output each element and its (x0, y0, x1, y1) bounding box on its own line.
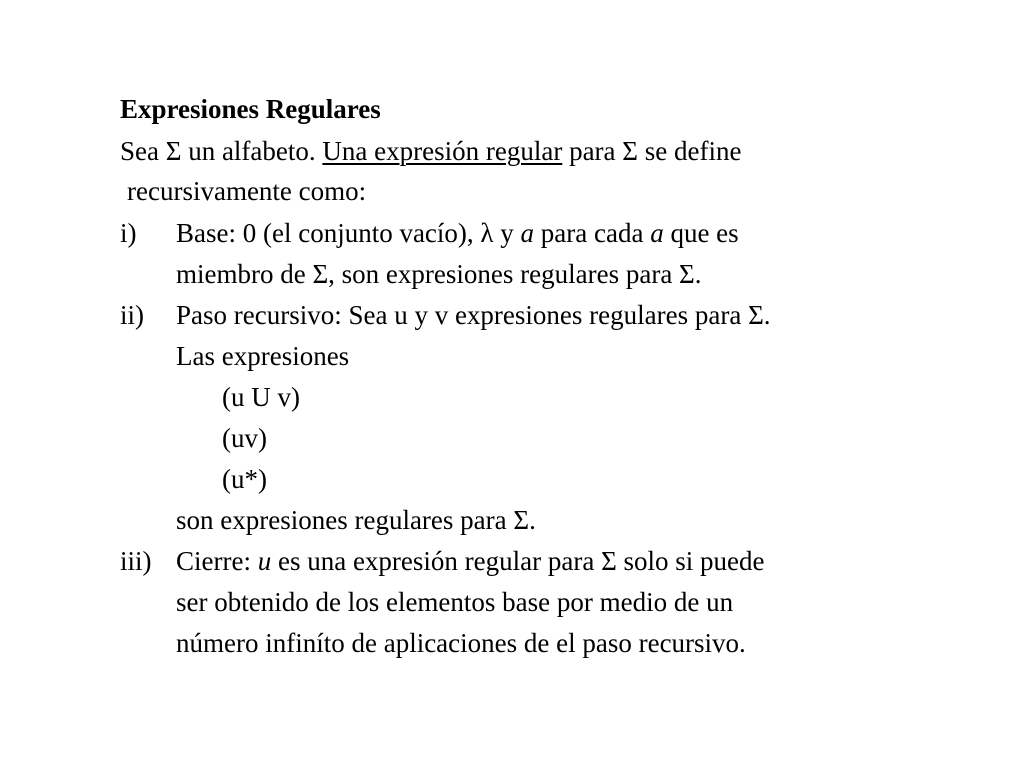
definition-term: Una expresión regular (322, 136, 563, 166)
intro-text-2: para Σ se define (562, 136, 742, 166)
intro-line-1 (120, 138, 741, 165)
item-iii-line-1 (176, 548, 765, 575)
item-ii-line-1: Paso recursivo: Sea u y v expresiones regulares para Σ. (176, 300, 771, 330)
item-iii-line-2: ser obtenido de los elementos base por medio de un (176, 587, 734, 617)
item-marker-ii: ii) (120, 300, 144, 330)
item-marker-iii: iii) (120, 546, 152, 576)
item-i-line-1 (176, 220, 739, 247)
item-iii-text-a: Cierre: (176, 546, 258, 576)
slide-title: Expresiones Regulares (120, 94, 381, 124)
expression-concatenation: (uv) (222, 423, 267, 453)
item-iii-line-3: número infiníto de aplicaciones de el paso recursivo. (176, 628, 746, 658)
item-i-line-2: miembro de Σ, son expresiones regulares para Σ. (176, 259, 702, 289)
intro-line-2: recursivamente como: (127, 176, 367, 206)
item-ii-line-2: Las expresiones (176, 341, 350, 371)
item-i-italic-2: a (650, 218, 664, 248)
expression-kleene-star: (u*) (222, 464, 267, 494)
item-marker-i: i) (120, 218, 137, 248)
item-i-text-b: para cada (534, 218, 651, 248)
expression-union: (u U v) (222, 382, 300, 412)
item-ii-closing: son expresiones regulares para Σ. (176, 505, 536, 535)
item-iii-text-b: es una expresión regular para Σ solo si puede (271, 546, 765, 576)
item-i-italic-1: a (520, 218, 535, 248)
item-i-text-c: que es (663, 218, 739, 248)
item-i-text-a: Base: 0 (el conjunto vacío), λ y (176, 218, 521, 248)
intro-text-1: Sea Σ un alfabeto. (120, 136, 323, 166)
item-iii-italic: u (257, 546, 272, 576)
